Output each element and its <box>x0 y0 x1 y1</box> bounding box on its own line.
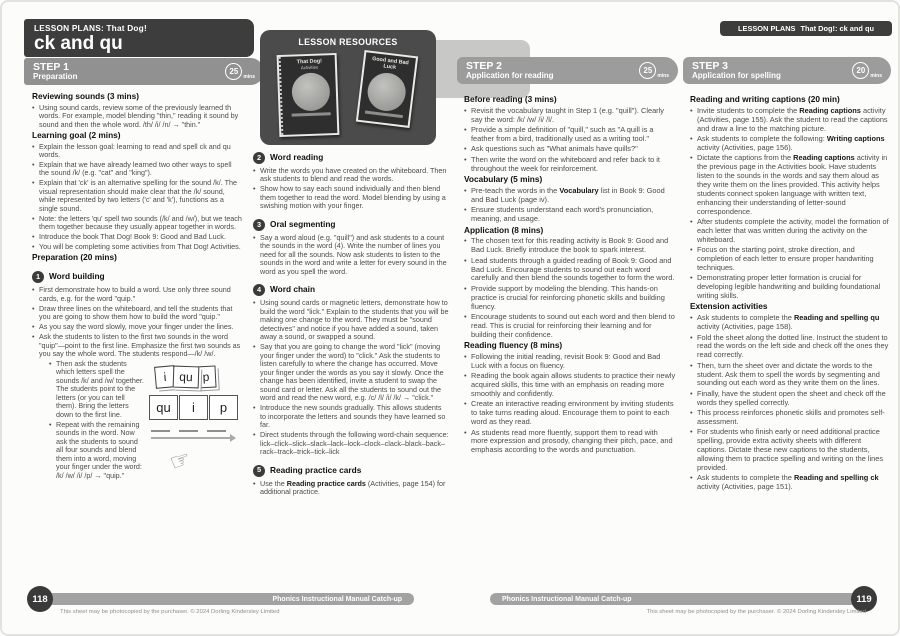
bullet: • Pre-teach the words in the Vocabulary list in Book 9: Good and Bad Luck (page iv). <box>464 187 676 205</box>
numbered-item-word-chain <box>253 284 449 456</box>
step-number-badge: 3 <box>253 219 265 231</box>
timer-20min-icon <box>852 62 882 79</box>
timer-unit: mins <box>243 74 255 80</box>
bullet: • First demonstrate how to build a word. Use only three sound cards, e.g. for the word "quip." <box>32 286 243 303</box>
section-heading: Preparation (20 mins) <box>32 252 117 263</box>
book1-cover-photo <box>291 72 330 111</box>
step2-column <box>464 95 676 457</box>
bullet-list <box>32 286 243 358</box>
section-heading: Extension activities <box>690 301 768 312</box>
book1-title: That Dog! <box>296 58 323 66</box>
bullet: • Lead students through a guided reading of Book 9: Good and Bad Luck. Encourage students to sound out each word carefully and then blend the sounds together to form the word. <box>464 257 676 284</box>
bullet: • Say a word aloud (e.g. "quill") and ask students to a count the sounds in the word (4). Write the number of lines you need for all the sounds. Now ask students to listen to the sounds in the word and write a letter for every sound in the word as you spell the word. <box>253 234 449 276</box>
bullet: • Then, turn the sheet over and dictate the words to the student. Ask them to spell the words by segmenting and sounding out each word as they write them on the lines. <box>690 362 891 389</box>
bullet: • Ask questions such as "What animals have quills?" <box>464 145 676 154</box>
bullet: • Introduce the book That Dog! Book 9: Good and Bad Luck. <box>32 233 243 241</box>
bullet: • Ensure students understand each word's pronunciation, meaning, and usage. <box>464 206 676 224</box>
footer-series-bar <box>40 593 414 605</box>
bullet: • Ask students to complete the Reading and spelling ck activity (Activities, page 151). <box>690 474 891 492</box>
step-number-badge: 4 <box>253 284 265 296</box>
bullet: • Direct students through the following word-chain sequence: lick–click–slick–slack–lack–lock–clock–clack–black–back–rack–track–trick–tick–lick <box>253 431 449 456</box>
bullet: • Ask students to complete the following: Writing captions activity (Activities, page 156). <box>690 135 891 153</box>
section-heading: Reading and writing captions (20 min) <box>690 94 840 104</box>
step1-label: STEP 1 <box>33 60 69 73</box>
letter-cards-scattered <box>155 366 243 388</box>
section-extension-activities <box>690 302 891 492</box>
section-learning-goal <box>32 131 243 252</box>
timer-unit: mins <box>870 73 882 79</box>
footer-series-label: Phonics Instructional Manual Catch-up <box>502 595 632 603</box>
numbered-item-oral-segmenting <box>253 219 449 276</box>
sound-line <box>207 430 226 432</box>
bullet: • Create an interactive reading environment by inviting students to take turns reading aloud. Encourage them to point to each word as they read. <box>464 400 676 427</box>
letter-card: qu <box>173 366 200 389</box>
bullet: • Provide a simple definition of "quill," such as "A quill is a feather from a bird, traditionally used as a writing tool." <box>464 126 676 144</box>
bullet: • Repeat with the remaining sounds in the word. Now ask the students to sound all four sounds and blend them into a word, moving your finger under the word: /k/ /w/ /i/ /p/ → "quip." <box>49 421 144 480</box>
letter-card: p <box>195 365 216 388</box>
section-reviewing-sounds <box>32 92 243 129</box>
numbered-item-word-building <box>32 271 243 482</box>
bullet: • You will be completing some activities from That Dog! Activities. <box>32 243 243 251</box>
section-application <box>464 226 676 340</box>
running-header-title: That Dog!: ck and qu <box>800 24 874 33</box>
bullet-list <box>464 187 676 224</box>
bullet-list <box>690 107 891 301</box>
bullet: • Revisit the vocabulary taught in Step 1 (e.g. "quill"). Clearly say the word: /k/ /w/ /i/ /l/. <box>464 107 676 125</box>
section-before-reading <box>464 95 676 174</box>
book2-cover-photo <box>365 71 407 113</box>
bullet-list <box>464 107 676 174</box>
lesson-resources-box <box>260 30 436 145</box>
bullet: • For students who finish early or need additional practice spelling, provide extra activity sheets with different captions. Dictate these new captions to the students, allowing them to practice spelling and writing on the lines provided. <box>690 428 891 472</box>
book-cover-activities <box>277 53 340 137</box>
section-reading-fluency <box>464 341 676 455</box>
section-heading: Learning goal (2 mins) <box>32 129 121 140</box>
section-heading: Vocabulary (5 mins) <box>464 174 543 185</box>
bullet: • As you say the word slowly, move your finger under the lines. <box>32 323 243 331</box>
bullet-list <box>464 353 676 455</box>
timer-minutes: 25 <box>225 63 242 80</box>
bullet: • Reading the book again allows students to practice their newly acquired skills, this time with an emphasis on reading more smoothly and confidently. <box>464 372 676 399</box>
page-title: ck and qu <box>34 33 123 54</box>
bullet: • Following the initial reading, revisit Book 9: Good and Bad Luck with a focus on fluency. <box>464 353 676 371</box>
numbered-item-reading-practice-cards <box>253 465 449 497</box>
bullet: • Draw three lines on the whiteboard, and tell the students that you are going to show them how to build the word "quip." <box>32 305 243 322</box>
bullet-list <box>253 480 449 497</box>
numbered-item-title: Word building <box>49 271 105 282</box>
copyright-note: This sheet may be photocopied by the purchaser. © 2024 Dorling Kindersley Limited <box>646 609 866 615</box>
lesson-plans-eyebrow: LESSON PLANS: That Dog! <box>34 23 147 33</box>
book2-footer-strip <box>365 111 403 119</box>
timer-unit: mins <box>657 73 669 79</box>
bullet: • As students read more fluently, support them to read with more expression and prosody, changing their pitch, pace, and emphasis according to the words and punctuation. <box>464 429 676 456</box>
bullet: • Write the words you have created on the whiteboard. Then ask students to blend and read the words. <box>253 167 449 184</box>
book-cover-good-and-bad-luck <box>356 50 418 128</box>
step1-column-right <box>253 152 449 498</box>
step3-column <box>690 95 891 493</box>
step1-column-left <box>32 92 243 482</box>
book1-subtitle: Activities <box>300 64 319 71</box>
step3-bar <box>683 57 891 84</box>
bullet: • Note: the letters 'qu' spell two sounds (/k/ and /w/), but we teach them together because they usually appear together in words. <box>32 215 243 232</box>
step2-bar <box>457 57 678 84</box>
step3-subtitle: Application for spelling <box>692 70 781 80</box>
bullet: • Ask students to complete the Reading and spelling qu activity (Activities, page 158). <box>690 314 891 332</box>
timer-minutes: 25 <box>639 62 656 79</box>
numbered-item-title: Reading practice cards <box>270 464 362 475</box>
bullet: • This process reinforces phonetic skills and promotes self-assessment. <box>690 409 891 427</box>
numbered-item-title: Oral segmenting <box>270 219 336 230</box>
sound-line <box>179 430 198 432</box>
bullet: • Encourage students to sound out each word and then blend to read. This is crucial for reinforcing their learning and for building their confidence. <box>464 313 676 340</box>
bullet: • The chosen text for this reading activity is Book 9: Good and Bad Luck. Briefly introduce the book to spark interest. <box>464 237 676 255</box>
step2-subtitle: Application for reading <box>466 70 554 80</box>
numbered-item-title: Word reading <box>270 152 324 163</box>
bullet: • Fold the sheet along the dotted line. Instruct the student to read the words on the left side and check off the ones they read correctly. <box>690 334 891 361</box>
step2-label: STEP 2 <box>466 59 502 72</box>
numbered-item-title: Word chain <box>270 284 316 295</box>
section-heading: Reading fluency (8 mins) <box>464 340 563 351</box>
bullet: • Then ask the students which letters spell the sounds /k/ and /w/ together. The students point to the letters (or you can tell them). Bring the letters down to the first line. <box>49 360 144 419</box>
resource-books <box>268 47 428 137</box>
bullet: • Then write the word on the whiteboard and refer back to it throughout the week for reinforcement. <box>464 156 676 174</box>
bullet-list <box>690 314 891 492</box>
bullet: • Provide support by modeling the blending. This hands-on practice is crucial for reinforcing phonetic skills and building fluency. <box>464 285 676 312</box>
bullet: • Explain the lesson goal: learning to read and spell ck and qu words. <box>32 143 243 160</box>
footer-series-label: Phonics Instructional Manual Catch-up <box>272 595 402 603</box>
running-header-label: LESSON PLANS <box>738 24 796 33</box>
book1-footer-strip <box>292 112 331 116</box>
bullet: • Invite students to complete the Reading captions activity (Activities, page 155). Ask the student to read the captions and draw a line to the matching picture. <box>690 107 891 134</box>
pointing-hand-icon: ☞ <box>166 445 195 477</box>
step1-bar <box>24 58 264 85</box>
section-heading: Before reading (3 mins) <box>464 94 557 104</box>
letter-cards-row <box>149 395 243 420</box>
letter-card: qu <box>149 395 178 420</box>
bullet: • Introduce the new sounds gradually. This allows students to incorporate the letters and sounds they have learned so far. <box>253 404 449 429</box>
bullet: • Focus on the starting point, stroke direction, and completion of each letter to ensure proper handwriting techniques. <box>690 246 891 273</box>
bullet: • Use the Reading practice cards (Activities, page 154) for additional practice. <box>253 480 449 497</box>
step-number-badge: 5 <box>253 465 265 477</box>
section-heading: Reviewing sounds (3 mins) <box>32 91 139 101</box>
step3-label: STEP 3 <box>692 59 728 72</box>
timer-25min-icon <box>639 62 669 79</box>
copyright-note: This sheet may be photocopied by the purchaser. © 2024 Dorling Kindersley Limited <box>60 609 280 615</box>
section-heading: Application (8 mins) <box>464 224 544 235</box>
sound-line <box>151 430 170 432</box>
section-vocabulary <box>464 175 676 224</box>
step-number-badge: 2 <box>253 152 265 164</box>
section-preparation <box>32 253 243 263</box>
timer-minutes: 20 <box>852 62 869 79</box>
letter-card: p <box>209 395 238 420</box>
step1-subtitle: Preparation <box>33 71 78 81</box>
timer-25min-icon <box>225 63 255 80</box>
bullet: • Demonstrating proper letter formation is crucial for developing legible handwriting and building foundational writing skills. <box>690 274 891 301</box>
lesson-resources-title: LESSON RESOURCES <box>298 37 398 47</box>
bullet-list <box>253 167 449 211</box>
bullet-list <box>253 299 449 456</box>
bullet: • Explain that 'ck' is an alternative spelling for the sound /k/. The visual representation should make clear that the /k/ sound, while represented by two letters ('c' and 'k'), functions as a single sound. <box>32 179 243 213</box>
bullet-list <box>253 234 449 276</box>
footer-series-bar <box>490 593 864 605</box>
bullet: • Explain that we have already learned two other ways to spell the sound /k/ (e.g. "cat" and "king"). <box>32 161 243 178</box>
bullet: • Ask the students to listen to the first two sounds in the word "quip"—point to the first line. Emphasize the first two sounds as you say the whole word. The students respond—/k/ /w/. <box>32 333 243 358</box>
bullet-list <box>32 143 243 252</box>
running-header <box>720 21 892 36</box>
book2-title: Good and Bad Luck <box>371 55 410 71</box>
numbered-item-word-reading <box>253 152 449 211</box>
bullet: • Dictate the captions from the Reading captions activity in the previous page in the Activities book. Have students listen to the sounds in the words and say them aloud as they write them on the lines provided. This activity helps students connect spoken language with written text, enhancing their understanding of letter-sound correspondence. <box>690 154 891 216</box>
letter-card: i <box>179 395 208 420</box>
bullet: • Show how to say each sound individually and then blend them together to read the word. Model blending by using a swishing motion with your finger. <box>253 185 449 210</box>
bullet-list <box>464 237 676 339</box>
bullet: • Finally, have the student open the sheet and check off the words they spelled correctly. <box>690 390 891 408</box>
letter-card: i <box>154 365 176 389</box>
sound-lines <box>151 430 241 432</box>
bullet: • After students complete the activity, model the formation of each letter that was written during the activity on the whiteboard. <box>690 218 891 245</box>
lesson-title-block <box>24 19 254 57</box>
bullet-list <box>49 360 144 482</box>
word-building-diagram <box>149 360 243 482</box>
page-number-119: 119 <box>851 586 877 612</box>
page-number-118: 118 <box>27 586 53 612</box>
step-number-badge: 1 <box>32 271 44 283</box>
bullet: • Say that you are going to change the word "lick" (moving your finger under the word) to "click." Ask the students to listen carefully to where the change has occurred. Move your finger under the words as you say it slowly. Once the change has been identified, invite a student to swap the sound card or letter. Ask all the students to sound out the word and read the new word, e.g. /c/ /l/ /i/ /k/ → "click." <box>253 343 449 402</box>
section-reading-writing-captions <box>690 95 891 301</box>
bullet: • Using sound cards, review some of the previously learned th words. For example, model blending "thin," reading it sound by sound and then the whole word. /th/ /i/ /n/ → "thin." <box>32 104 243 129</box>
bullet-list <box>32 104 243 129</box>
bullet: • Using sound cards or magnetic letters, demonstrate how to build the word "lick." Explain to the students that you will be making one change to the word. They must be "sound detectives" and notice if you have added a sound, taken away a sound, or swapped a sound. <box>253 299 449 341</box>
